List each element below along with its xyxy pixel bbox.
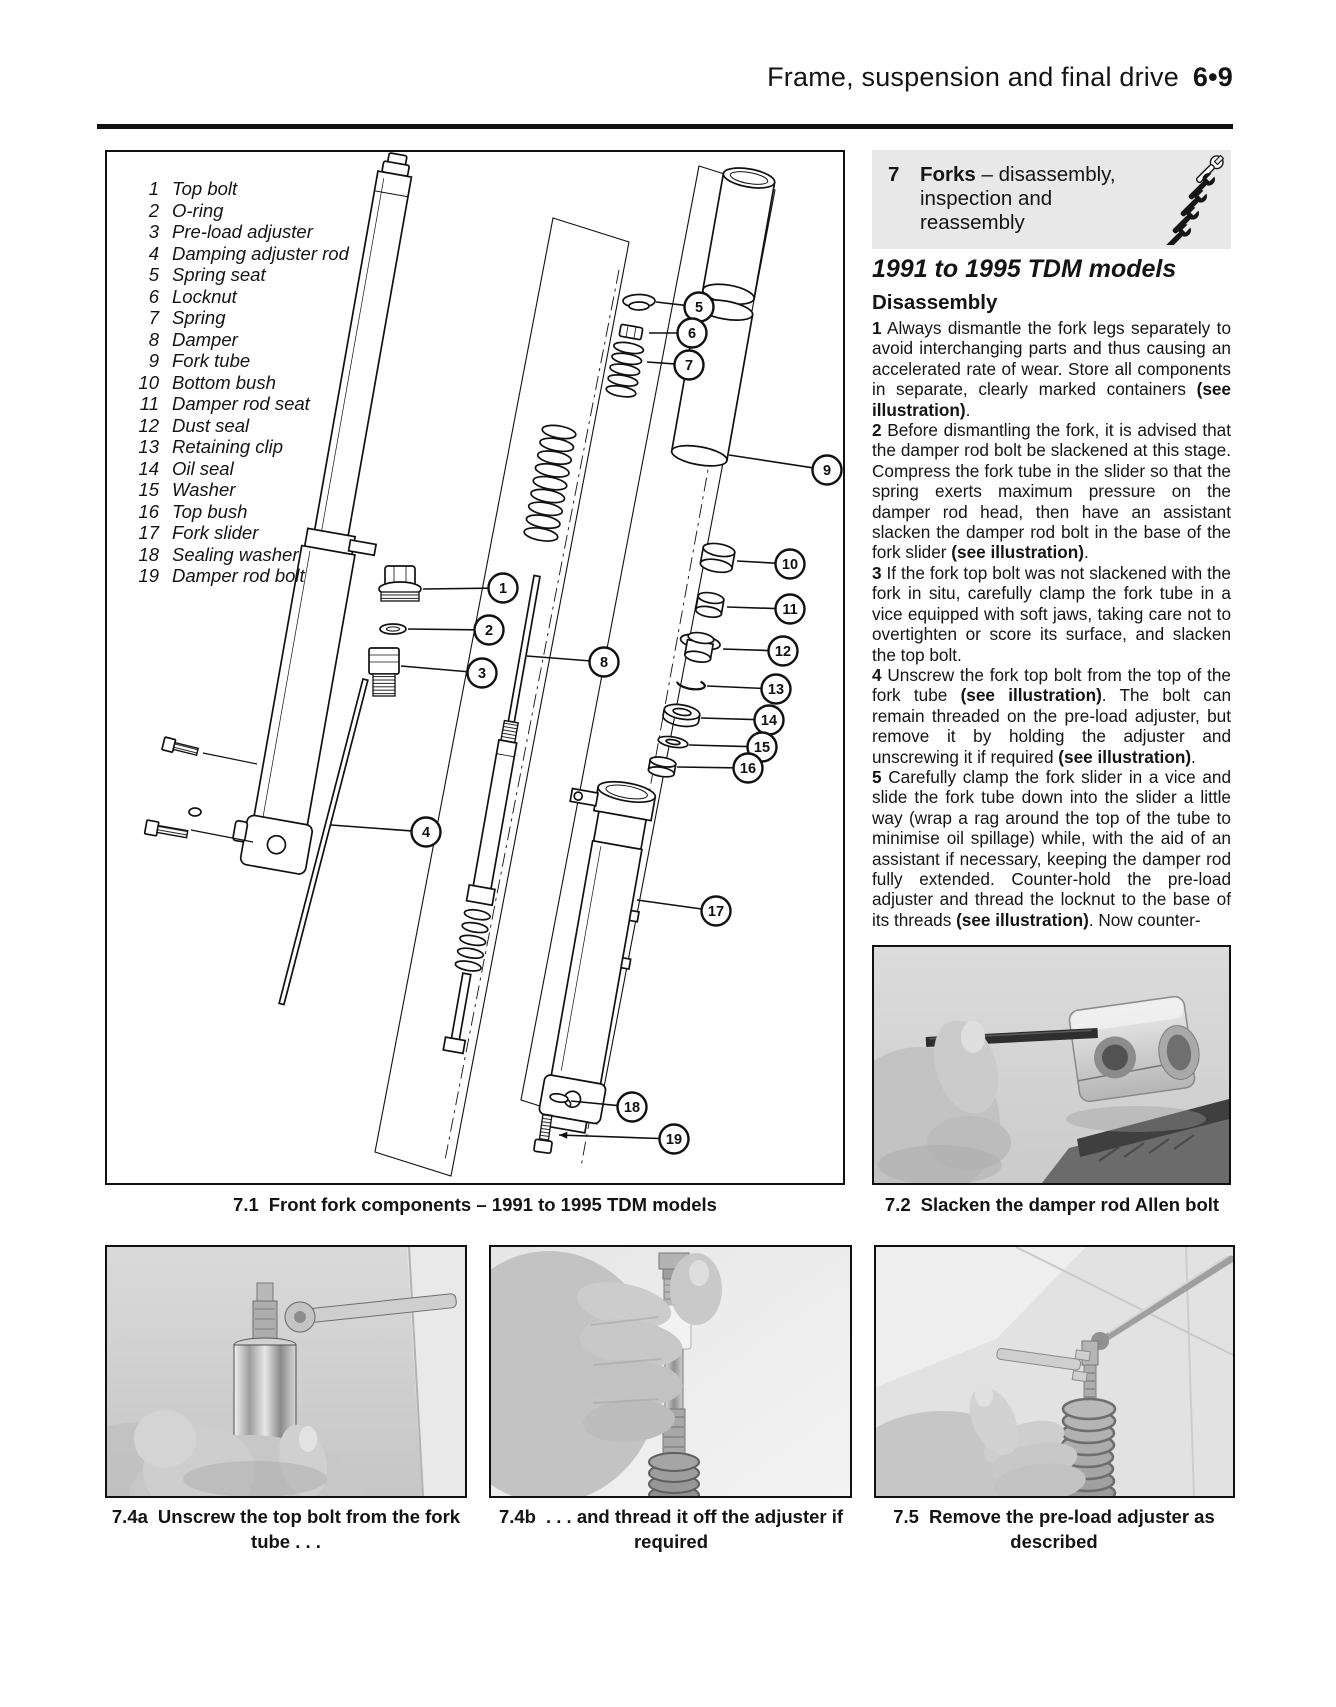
- figure-7-4a-caption: [96, 1504, 476, 1554]
- parts-list: [133, 178, 349, 587]
- damper-rod-clamp-block: [1068, 994, 1204, 1102]
- svg-text:6: 6: [687, 326, 697, 342]
- figure-7-4a-photo: [105, 1245, 467, 1498]
- figure-caption-text: . . . and thread it off the adjuster if required: [545, 1506, 844, 1552]
- body-paragraph: 4 Unscrew the fork top bolt from the top of the fork tube (see illustration). The bolt can remain threaded on the pre-load adjuster, but remove it by holding the adjuster and unscrewing it if required (see illustration).: [872, 664, 1231, 767]
- svg-text:4: 4: [421, 825, 431, 841]
- models-subtitle: 1991 to 1995 TDM models: [872, 255, 1177, 283]
- svg-text:9: 9: [822, 463, 832, 479]
- section-number: 7: [888, 163, 900, 186]
- spring: [649, 1453, 699, 1496]
- part-fork-tube-upper: [701, 165, 776, 308]
- figure-number: 7.4b: [498, 1506, 536, 1527]
- part-row: 4 Damping adjuster rod: [148, 242, 349, 264]
- part-row: 2 O-ring: [148, 199, 224, 221]
- part-row: 6 Locknut: [148, 285, 237, 307]
- svg-text:12: 12: [774, 644, 792, 660]
- part-spring-seat: [623, 295, 655, 311]
- photo-top-bolt-scene: [107, 1247, 465, 1496]
- part-washer: [657, 734, 688, 749]
- part-row: 7 Spring: [148, 307, 226, 328]
- body-paragraph: 1 Always dismantle the fork legs separately to avoid interchanging parts and thus causing an accelerated rate of wear. Store all components in separate, clearly marked containers (see illustration).: [872, 318, 1231, 420]
- svg-text:15: 15: [753, 740, 771, 756]
- part-row: 15 Washer: [138, 479, 236, 500]
- part-row: 14 Oil seal: [138, 457, 234, 479]
- body-paragraph: 3 If the fork top bolt was not slackened with the fork in situ, carefully clamp the fork tube in a vice equipped with soft jaws, taking care not to overtighten or score its surface, and slacken the top bolt.: [872, 562, 1231, 665]
- part-row: 11 Damper rod seat: [139, 393, 310, 414]
- figure-caption-text: Slacken the damper rod Allen bolt: [920, 1194, 1220, 1215]
- wrench-difficulty-icon: [1164, 155, 1226, 245]
- part-row: 8 Damper: [148, 328, 238, 350]
- part-fork-slider: [514, 774, 661, 1136]
- figure-number: 7.4a: [111, 1506, 148, 1527]
- section-title: [920, 163, 1160, 235]
- part-row: 1 Top bolt: [148, 178, 238, 199]
- part-dust-seal: [677, 630, 721, 666]
- svg-text:7: 7: [684, 358, 694, 374]
- slider-pinch-bolt: [162, 737, 199, 758]
- part-locknut: [619, 324, 643, 340]
- figure-7-1-caption: [105, 1192, 845, 1217]
- part-o-ring: [380, 624, 406, 634]
- part-spring-lower: [523, 423, 577, 543]
- figure-caption-text: Remove the pre-load adjuster as described: [928, 1506, 1215, 1552]
- page-header: [97, 62, 1233, 93]
- figure-7-2-caption: [812, 1192, 1292, 1217]
- svg-text:8: 8: [599, 655, 609, 671]
- svg-text:1: 1: [498, 581, 508, 597]
- part-oil-seal: [662, 702, 701, 729]
- page-number: 6•9: [1192, 62, 1233, 92]
- part-preload-adjuster: [369, 648, 399, 696]
- part-row: 5 Spring seat: [148, 264, 266, 285]
- part-bottom-bush: [699, 541, 735, 574]
- part-row: 18 Sealing washer: [138, 543, 299, 565]
- part-row: 3 Pre-load adjuster: [148, 221, 313, 242]
- article-body: [872, 318, 1231, 942]
- figure-7-5-caption: [864, 1504, 1244, 1554]
- figure-caption-text: Front fork components – 1991 to 1995 TDM models: [268, 1194, 717, 1215]
- svg-text:18: 18: [623, 1100, 641, 1116]
- figure-7-4b-caption: [481, 1504, 861, 1554]
- svg-text:10: 10: [781, 557, 799, 573]
- svg-text:19: 19: [665, 1132, 683, 1148]
- figure-caption-text: Unscrew the top bolt from the fork tube . . .: [157, 1506, 461, 1552]
- section-7-heading: [872, 150, 1231, 249]
- body-paragraph: 5 Carefully clamp the fork slider in a vice and slide the fork tube down into the slider a little way (wrap a rag around the top of the tube to minimise oil spillage) while, with the aid of an assistant if necessary, keeping the damper rod fully extended. Counter-hold the pre-load adjuster and thread the locknut to the base of its threads (see illustration). Now counter-: [872, 766, 1231, 930]
- svg-text:11: 11: [782, 602, 798, 618]
- figure-number: 7.5: [893, 1506, 919, 1527]
- figure-7-2-photo: [872, 945, 1231, 1185]
- svg-text:13: 13: [767, 682, 785, 698]
- part-damper-rod-seat: [695, 591, 725, 619]
- section-title-line2: inspection and reassembly: [920, 187, 1053, 234]
- disassembly-heading: Disassembly: [872, 291, 998, 314]
- svg-text:14: 14: [760, 713, 778, 729]
- part-row: 16 Top bush: [138, 500, 248, 522]
- part-damper: [440, 574, 549, 1054]
- body-paragraph: 2 Before dismantling the fork, it is advised that the damper rod bolt be slackened at this stage. Compress the fork tube in the slider so that the spring exerts maximum pressure on the damper rod head, then have an assistant slacken the damper rod bolt in the base of the fork slider (see illustration).: [872, 420, 1231, 563]
- svg-text:3: 3: [477, 666, 487, 682]
- part-row: 17 Fork slider: [138, 522, 259, 543]
- part-row: 12 Dust seal: [138, 414, 250, 436]
- fork-diagram-box: [105, 150, 845, 1185]
- axle-clamp-bolt: [145, 820, 189, 841]
- photo-remove-adjuster-scene: [876, 1247, 1233, 1496]
- section-title-rest: – disassembly,: [975, 163, 1116, 186]
- photo-adjuster-thread-scene: [491, 1247, 850, 1496]
- figure-7-5-photo: [874, 1245, 1235, 1498]
- part-row: 10 Bottom bush: [138, 371, 276, 393]
- figure-number: 7.1: [233, 1194, 259, 1215]
- section-title-bold: Forks: [920, 163, 976, 186]
- part-row: 13 Retaining clip: [138, 436, 284, 457]
- photo-allen-bolt-scene: [874, 947, 1229, 1183]
- svg-text:2: 2: [484, 623, 494, 639]
- part-row: 19 Damper rod bolt: [138, 565, 305, 586]
- svg-text:16: 16: [739, 761, 757, 777]
- header-rule: [97, 124, 1233, 129]
- figure-number: 7.2: [884, 1194, 911, 1215]
- svg-text:5: 5: [694, 300, 704, 316]
- svg-text:17: 17: [707, 904, 725, 920]
- part-top-bolt: [379, 566, 421, 601]
- part-row: 9 Fork tube: [148, 350, 251, 371]
- bolt-washer: [189, 808, 201, 816]
- chapter-title: Frame, suspension and final drive: [767, 62, 1179, 92]
- part-spring-upper: [605, 340, 644, 398]
- figure-7-4b-photo: [489, 1245, 852, 1498]
